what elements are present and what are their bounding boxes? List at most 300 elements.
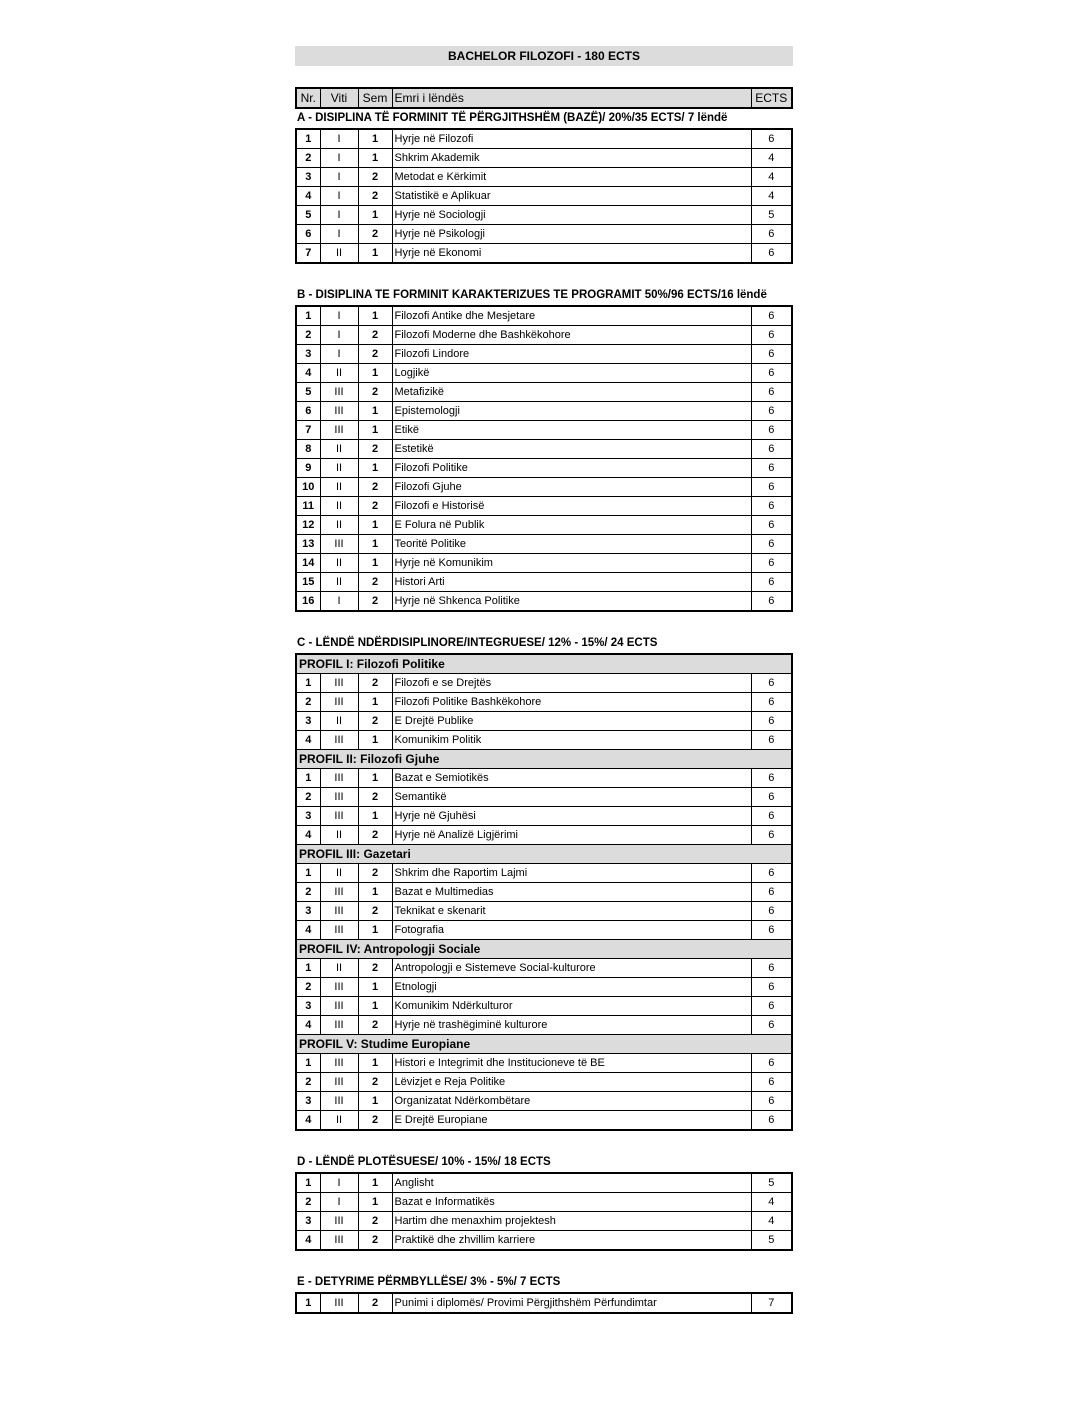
- course-name: Bazat e Semiotikës: [392, 769, 751, 788]
- course-semester: 1: [358, 978, 392, 997]
- course-year: I: [320, 168, 358, 187]
- course-name: Filozofi Antike dhe Mesjetare: [392, 306, 751, 326]
- course-name: Komunikim Politik: [392, 731, 751, 750]
- course-ects: 4: [751, 187, 792, 206]
- course-name: Hyrje në Analizë Ligjërimi: [392, 826, 751, 845]
- course-row: [296, 826, 792, 845]
- course-name: Hartim dhe menaxhim projektesh: [392, 1212, 751, 1231]
- course-row: [296, 402, 792, 421]
- course-name: Epistemologji: [392, 402, 751, 421]
- course-name: Semantikë: [392, 788, 751, 807]
- course-row: [296, 129, 792, 149]
- course-row: [296, 864, 792, 883]
- course-row: [296, 206, 792, 225]
- course-semester: 2: [358, 1111, 392, 1131]
- course-nr: 3: [296, 712, 320, 731]
- course-name: Antropologji e Sistemeve Social-kulturore: [392, 959, 751, 978]
- course-nr: 7: [296, 421, 320, 440]
- course-name: Filozofi e se Drejtës: [392, 674, 751, 693]
- course-row: [296, 383, 792, 402]
- course-name: Teoritë Politike: [392, 535, 751, 554]
- course-semester: 1: [358, 693, 392, 712]
- course-nr: 3: [296, 997, 320, 1016]
- course-nr: 7: [296, 244, 320, 264]
- course-row: [296, 535, 792, 554]
- course-name: Hyrje në Shkenca Politike: [392, 592, 751, 612]
- course-semester: 1: [358, 921, 392, 940]
- course-row: [296, 1092, 792, 1111]
- course-name: Hyrje në Ekonomi: [392, 244, 751, 264]
- course-year: III: [320, 807, 358, 826]
- course-ects: 6: [751, 1073, 792, 1092]
- profile-row: [296, 1035, 792, 1054]
- course-year: I: [320, 592, 358, 612]
- course-nr: 2: [296, 149, 320, 168]
- course-row: [296, 421, 792, 440]
- course-ects: 6: [751, 129, 792, 149]
- course-row: [296, 149, 792, 168]
- column-header-table: [295, 87, 793, 109]
- course-ects: 5: [751, 206, 792, 225]
- course-year: II: [320, 1111, 358, 1131]
- course-row: [296, 345, 792, 364]
- course-ects: 6: [751, 402, 792, 421]
- course-nr: 9: [296, 459, 320, 478]
- course-name: Hyrje në Gjuhësi: [392, 807, 751, 826]
- course-nr: 3: [296, 902, 320, 921]
- course-nr: 4: [296, 187, 320, 206]
- course-row: [296, 168, 792, 187]
- course-nr: 1: [296, 1173, 320, 1193]
- profile-row: [296, 940, 792, 959]
- course-row: [296, 440, 792, 459]
- course-year: III: [320, 383, 358, 402]
- section-heading: C - LËNDË NDËRDISIPLINORE/INTEGRUESE/ 12% - 15%/ 24 ECTS: [297, 637, 658, 649]
- course-year: II: [320, 712, 358, 731]
- course-semester: 2: [358, 168, 392, 187]
- course-nr: 2: [296, 693, 320, 712]
- course-nr: 1: [296, 129, 320, 149]
- course-year: II: [320, 573, 358, 592]
- course-year: I: [320, 129, 358, 149]
- course-name: Teknikat e skenarit: [392, 902, 751, 921]
- course-semester: 2: [358, 788, 392, 807]
- course-year: I: [320, 149, 358, 168]
- course-nr: 1: [296, 1293, 320, 1313]
- course-row: [296, 1016, 792, 1035]
- course-year: III: [320, 902, 358, 921]
- column-header-row: [296, 88, 792, 108]
- course-semester: 2: [358, 187, 392, 206]
- course-ects: 6: [751, 1111, 792, 1131]
- course-row: [296, 326, 792, 345]
- course-semester: 1: [358, 244, 392, 264]
- course-semester: 2: [358, 497, 392, 516]
- course-year: II: [320, 440, 358, 459]
- course-ects: 6: [751, 769, 792, 788]
- course-semester: 1: [358, 769, 392, 788]
- course-semester: 1: [358, 459, 392, 478]
- course-name: Anglisht: [392, 1173, 751, 1193]
- course-row: [296, 1193, 792, 1212]
- course-ects: 6: [751, 516, 792, 535]
- course-ects: 6: [751, 364, 792, 383]
- course-ects: 6: [751, 1016, 792, 1035]
- course-row: [296, 731, 792, 750]
- profile-label: PROFIL III: Gazetari: [296, 845, 792, 864]
- course-year: III: [320, 421, 358, 440]
- course-year: III: [320, 402, 358, 421]
- course-semester: 1: [358, 306, 392, 326]
- course-nr: 3: [296, 1212, 320, 1231]
- curriculum-document: [295, 46, 793, 1314]
- course-row: [296, 902, 792, 921]
- course-ects: 5: [751, 1173, 792, 1193]
- course-semester: 1: [358, 731, 392, 750]
- course-row: [296, 225, 792, 244]
- course-nr: 3: [296, 345, 320, 364]
- course-row: [296, 1231, 792, 1251]
- course-year: II: [320, 826, 358, 845]
- course-year: I: [320, 225, 358, 244]
- course-name: Punimi i diplomës/ Provimi Përgjithshëm Përfundimtar: [392, 1293, 751, 1313]
- document-title: BACHELOR FILOZOFI - 180 ECTS: [295, 46, 793, 66]
- course-ects: 6: [751, 674, 792, 693]
- course-row: [296, 693, 792, 712]
- course-year: III: [320, 1016, 358, 1035]
- profile-label: PROFIL V: Studime Europiane: [296, 1035, 792, 1054]
- course-year: III: [320, 693, 358, 712]
- course-year: II: [320, 554, 358, 573]
- course-name: Histori e Integrimit dhe Institucioneve të BE: [392, 1054, 751, 1073]
- course-nr: 15: [296, 573, 320, 592]
- course-name: Hyrje në trashëgiminë kulturore: [392, 1016, 751, 1035]
- course-year: III: [320, 1073, 358, 1092]
- course-ects: 6: [751, 959, 792, 978]
- course-nr: 6: [296, 225, 320, 244]
- course-row: [296, 807, 792, 826]
- course-year: III: [320, 769, 358, 788]
- course-semester: 2: [358, 1016, 392, 1035]
- course-name: Histori Arti: [392, 573, 751, 592]
- course-ects: 5: [751, 1231, 792, 1251]
- course-ects: 6: [751, 788, 792, 807]
- course-name: Organizatat Ndërkombëtare: [392, 1092, 751, 1111]
- course-row: [296, 1212, 792, 1231]
- course-name: Hyrje në Filozofi: [392, 129, 751, 149]
- course-ects: 6: [751, 383, 792, 402]
- course-nr: 2: [296, 788, 320, 807]
- course-year: II: [320, 478, 358, 497]
- course-year: II: [320, 244, 358, 264]
- course-name: Komunikim Ndërkulturor: [392, 997, 751, 1016]
- course-year: II: [320, 364, 358, 383]
- course-nr: 10: [296, 478, 320, 497]
- course-year: I: [320, 326, 358, 345]
- course-semester: 2: [358, 1212, 392, 1231]
- course-semester: 1: [358, 364, 392, 383]
- col-header-nr: Nr.: [296, 88, 320, 108]
- course-ects: 6: [751, 883, 792, 902]
- course-semester: 2: [358, 225, 392, 244]
- course-nr: 1: [296, 959, 320, 978]
- course-name: Bazat e Multimedias: [392, 883, 751, 902]
- course-name: Lëvizjet e Reja Politike: [392, 1073, 751, 1092]
- course-row: [296, 883, 792, 902]
- course-ects: 6: [751, 244, 792, 264]
- course-name: Estetikë: [392, 440, 751, 459]
- course-nr: 13: [296, 535, 320, 554]
- course-name: E Drejtë Europiane: [392, 1111, 751, 1131]
- col-header-sem: Sem: [358, 88, 392, 108]
- course-row: [296, 306, 792, 326]
- course-semester: 2: [358, 864, 392, 883]
- section-heading: B - DISIPLINA TE FORMINIT KARAKTERIZUES TE PROGRAMIT 50%/96 ECTS/16 lëndë: [297, 289, 767, 301]
- course-year: II: [320, 459, 358, 478]
- course-year: I: [320, 1193, 358, 1212]
- course-ects: 4: [751, 149, 792, 168]
- section-table: [295, 1172, 793, 1251]
- course-nr: 4: [296, 1231, 320, 1251]
- course-semester: 1: [358, 807, 392, 826]
- course-ects: 4: [751, 1193, 792, 1212]
- course-semester: 1: [358, 402, 392, 421]
- section-table: [295, 128, 793, 264]
- course-ects: 6: [751, 478, 792, 497]
- course-name: Etikë: [392, 421, 751, 440]
- course-year: III: [320, 883, 358, 902]
- course-nr: 2: [296, 1073, 320, 1092]
- course-row: [296, 516, 792, 535]
- course-semester: 2: [358, 345, 392, 364]
- profile-row: [296, 750, 792, 769]
- course-ects: 6: [751, 693, 792, 712]
- course-semester: 1: [358, 1193, 392, 1212]
- course-semester: 2: [358, 826, 392, 845]
- profile-label: PROFIL II: Filozofi Gjuhe: [296, 750, 792, 769]
- course-ects: 6: [751, 421, 792, 440]
- course-ects: 6: [751, 978, 792, 997]
- course-ects: 6: [751, 997, 792, 1016]
- course-nr: 11: [296, 497, 320, 516]
- course-year: III: [320, 788, 358, 807]
- course-year: III: [320, 731, 358, 750]
- course-row: [296, 554, 792, 573]
- course-year: I: [320, 1173, 358, 1193]
- course-ects: 6: [751, 921, 792, 940]
- course-nr: 1: [296, 864, 320, 883]
- course-year: III: [320, 997, 358, 1016]
- course-nr: 4: [296, 826, 320, 845]
- course-nr: 2: [296, 883, 320, 902]
- course-ects: 4: [751, 1212, 792, 1231]
- course-name: Metodat e Kërkimit: [392, 168, 751, 187]
- course-name: Shkrim Akademik: [392, 149, 751, 168]
- section-table: [295, 305, 793, 612]
- course-semester: 2: [358, 440, 392, 459]
- course-ects: 6: [751, 497, 792, 516]
- course-name: Hyrje në Komunikim: [392, 554, 751, 573]
- course-year: III: [320, 1054, 358, 1073]
- course-year: II: [320, 497, 358, 516]
- course-ects: 6: [751, 345, 792, 364]
- course-semester: 2: [358, 712, 392, 731]
- course-nr: 12: [296, 516, 320, 535]
- course-ects: 6: [751, 902, 792, 921]
- section-table: [295, 1292, 793, 1314]
- course-semester: 2: [358, 902, 392, 921]
- course-name: Shkrim dhe Raportim Lajmi: [392, 864, 751, 883]
- course-row: [296, 478, 792, 497]
- course-nr: 8: [296, 440, 320, 459]
- course-name: Metafizikë: [392, 383, 751, 402]
- course-nr: 4: [296, 1111, 320, 1131]
- course-year: II: [320, 959, 358, 978]
- course-semester: 1: [358, 1092, 392, 1111]
- course-nr: 2: [296, 1193, 320, 1212]
- section-table: [295, 653, 793, 1131]
- course-semester: 2: [358, 573, 392, 592]
- course-name: Hyrje në Psikologji: [392, 225, 751, 244]
- course-semester: 2: [358, 1073, 392, 1092]
- course-year: III: [320, 1092, 358, 1111]
- course-ects: 6: [751, 459, 792, 478]
- course-semester: 2: [358, 592, 392, 612]
- profile-label: PROFIL I: Filozofi Politike: [296, 654, 792, 674]
- course-name: Fotografia: [392, 921, 751, 940]
- course-year: III: [320, 921, 358, 940]
- course-year: III: [320, 1293, 358, 1313]
- course-year: I: [320, 206, 358, 225]
- course-ects: 6: [751, 535, 792, 554]
- course-ects: 6: [751, 326, 792, 345]
- course-name: Filozofi Gjuhe: [392, 478, 751, 497]
- course-semester: 1: [358, 149, 392, 168]
- col-header-ects: ECTS: [751, 88, 792, 108]
- course-row: [296, 674, 792, 693]
- course-semester: 1: [358, 535, 392, 554]
- section-heading: D - LËNDË PLOTËSUESE/ 10% - 15%/ 18 ECTS: [297, 1156, 551, 1168]
- course-name: Filozofi Moderne dhe Bashkëkohore: [392, 326, 751, 345]
- course-year: I: [320, 306, 358, 326]
- course-ects: 6: [751, 1054, 792, 1073]
- course-row: [296, 244, 792, 264]
- course-nr: 5: [296, 206, 320, 225]
- course-nr: 4: [296, 731, 320, 750]
- course-nr: 2: [296, 978, 320, 997]
- section-heading: E - DETYRIME PËRMBYLLËSE/ 3% - 5%/ 7 ECTS: [297, 1276, 561, 1288]
- profile-row: [296, 654, 792, 674]
- course-row: [296, 769, 792, 788]
- course-nr: 3: [296, 168, 320, 187]
- course-name: Filozofi Politike Bashkëkohore: [392, 693, 751, 712]
- course-year: II: [320, 864, 358, 883]
- course-row: [296, 921, 792, 940]
- course-semester: 2: [358, 326, 392, 345]
- course-nr: 1: [296, 674, 320, 693]
- course-nr: 2: [296, 326, 320, 345]
- course-semester: 2: [358, 674, 392, 693]
- course-ects: 6: [751, 440, 792, 459]
- course-row: [296, 997, 792, 1016]
- course-name: E Drejtë Publike: [392, 712, 751, 731]
- course-name: Hyrje në Sociologji: [392, 206, 751, 225]
- course-ects: 6: [751, 864, 792, 883]
- course-nr: 1: [296, 306, 320, 326]
- course-year: II: [320, 516, 358, 535]
- course-nr: 14: [296, 554, 320, 573]
- course-ects: 6: [751, 554, 792, 573]
- course-semester: 1: [358, 997, 392, 1016]
- col-header-name: Emri i lëndës: [392, 88, 751, 108]
- course-ects: 6: [751, 573, 792, 592]
- course-semester: 1: [358, 421, 392, 440]
- course-name: Filozofi e Historisë: [392, 497, 751, 516]
- course-ects: 6: [751, 1092, 792, 1111]
- course-name: Logjikë: [392, 364, 751, 383]
- course-name: Filozofi Lindore: [392, 345, 751, 364]
- course-row: [296, 592, 792, 612]
- course-row: [296, 364, 792, 383]
- course-semester: 1: [358, 554, 392, 573]
- course-nr: 1: [296, 1054, 320, 1073]
- course-ects: 6: [751, 712, 792, 731]
- course-nr: 1: [296, 769, 320, 788]
- course-name: Bazat e Informatikës: [392, 1193, 751, 1212]
- course-row: [296, 959, 792, 978]
- course-name: E Folura në Publik: [392, 516, 751, 535]
- course-semester: 2: [358, 383, 392, 402]
- course-ects: 6: [751, 306, 792, 326]
- course-semester: 1: [358, 1173, 392, 1193]
- course-semester: 2: [358, 478, 392, 497]
- course-semester: 2: [358, 1293, 392, 1313]
- course-semester: 1: [358, 516, 392, 535]
- course-nr: 4: [296, 921, 320, 940]
- course-ects: 6: [751, 826, 792, 845]
- course-year: III: [320, 1212, 358, 1231]
- course-nr: 4: [296, 364, 320, 383]
- section-heading: A - DISIPLINA TË FORMINIT TË PËRGJITHSHËM (BAZË)/ 20%/35 ECTS/ 7 lëndë: [297, 112, 728, 124]
- course-row: [296, 1173, 792, 1193]
- course-nr: 16: [296, 592, 320, 612]
- course-row: [296, 1073, 792, 1092]
- course-name: Etnologji: [392, 978, 751, 997]
- course-nr: 3: [296, 1092, 320, 1111]
- course-row: [296, 978, 792, 997]
- course-semester: 1: [358, 206, 392, 225]
- course-semester: 1: [358, 883, 392, 902]
- course-ects: 4: [751, 168, 792, 187]
- course-row: [296, 788, 792, 807]
- course-nr: 5: [296, 383, 320, 402]
- course-name: Praktikë dhe zhvillim karriere: [392, 1231, 751, 1251]
- course-semester: 1: [358, 1054, 392, 1073]
- course-year: I: [320, 187, 358, 206]
- course-ects: 6: [751, 225, 792, 244]
- course-row: [296, 573, 792, 592]
- course-year: III: [320, 674, 358, 693]
- course-year: III: [320, 535, 358, 554]
- profile-label: PROFIL IV: Antropologji Sociale: [296, 940, 792, 959]
- course-ects: 6: [751, 807, 792, 826]
- course-row: [296, 187, 792, 206]
- col-header-viti: Viti: [320, 88, 358, 108]
- course-year: III: [320, 1231, 358, 1251]
- course-row: [296, 459, 792, 478]
- course-semester: 1: [358, 129, 392, 149]
- course-row: [296, 1054, 792, 1073]
